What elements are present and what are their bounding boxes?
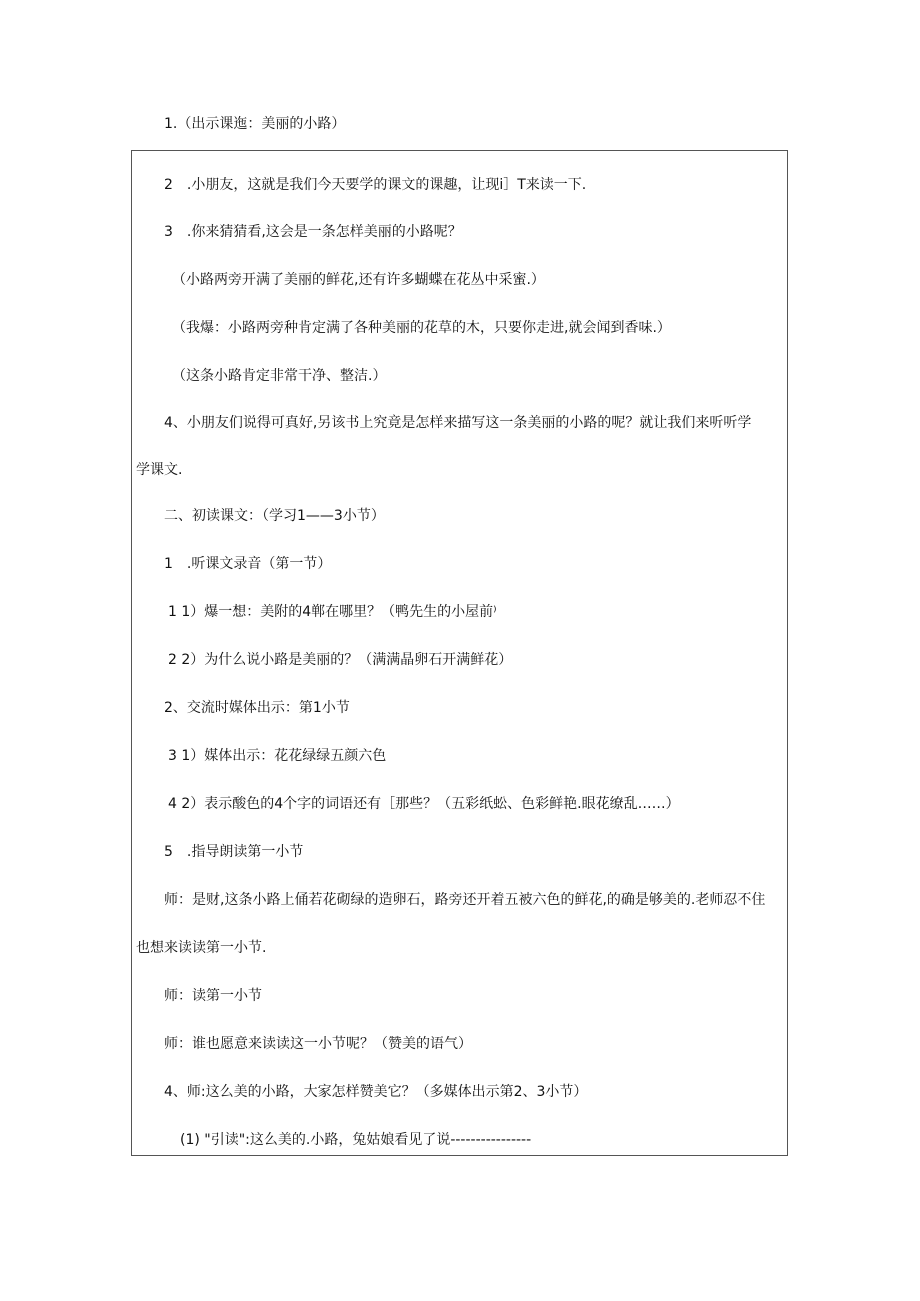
text-line-14: 3 1）媒体出示：花花绿绿五颜六色 <box>168 748 387 764</box>
text-line-4: （小路两旁开满了美丽的鲜花,还有许多蝴蝶在花丛中采蜜.） <box>172 272 545 288</box>
text-line-10: 1 .听课文录音（第一节） <box>164 556 332 572</box>
text-line-19: 师：读第一小节 <box>164 988 262 1004</box>
text-line-11: 1 1）爆一想：美附的4郸在哪里？（鸭先生的小屋前⁾ <box>168 604 497 620</box>
text-line-18: 也想来读读第一小节. <box>136 940 267 956</box>
text-line-17: 师：是财,这条小路上俑若花砌绿的造卵石，路旁还开着五被六色的鲜花,的确是够美的.老师忍不住 <box>164 892 766 908</box>
text-line-1: 1.（出示课迤：美丽的小路） <box>164 116 346 132</box>
text-line-6: （这条小路肯定非常干净、整洁.） <box>172 368 387 384</box>
text-line-7: 4、小朋友们说得可真好,另该书上究竟是怎样来描写这一条美丽的小路的呢？就让我们来听听学 <box>164 415 752 431</box>
text-line-15: 4 2）表示酸色的4个字的词语还有［那些？（五彩纸蚣、色彩鲜艳.眼花缭乱……） <box>168 796 680 812</box>
text-line-5: （我爆：小路两旁种肯定满了各种美丽的花草的木，只要你走进,就会闻到香味.） <box>172 320 671 336</box>
text-line-9: 二、初读课文：（学习1——3小节） <box>164 508 385 524</box>
text-line-21: 4、师:这么美的小路，大家怎样赞美它？（多媒体出示第2、3小节） <box>164 1084 588 1100</box>
text-line-22: (1) "引读":这么美的.小路，兔姑娘看见了说---------------- <box>180 1132 532 1148</box>
text-line-20: 师：谁也愿意来读读这一小节呢？（赞美的语气） <box>164 1036 472 1052</box>
text-line-16: 5 .指导朗读第一小节 <box>164 844 304 860</box>
text-line-3: 3 .你来猜猜看,这会是一条怎样美丽的小路呢？ <box>164 224 462 240</box>
text-line-12: 2 2）为什么说小路是美丽的？（满满晶卵石开满鲜花） <box>168 652 513 668</box>
text-line-2: 2 .小朋友，这就是我们今天要学的课文的课趣，让现i］T来读一下. <box>164 177 587 193</box>
text-line-8: 学课文. <box>136 462 183 478</box>
text-line-13: 2、交流时媒体出示：第1小节 <box>164 700 350 716</box>
